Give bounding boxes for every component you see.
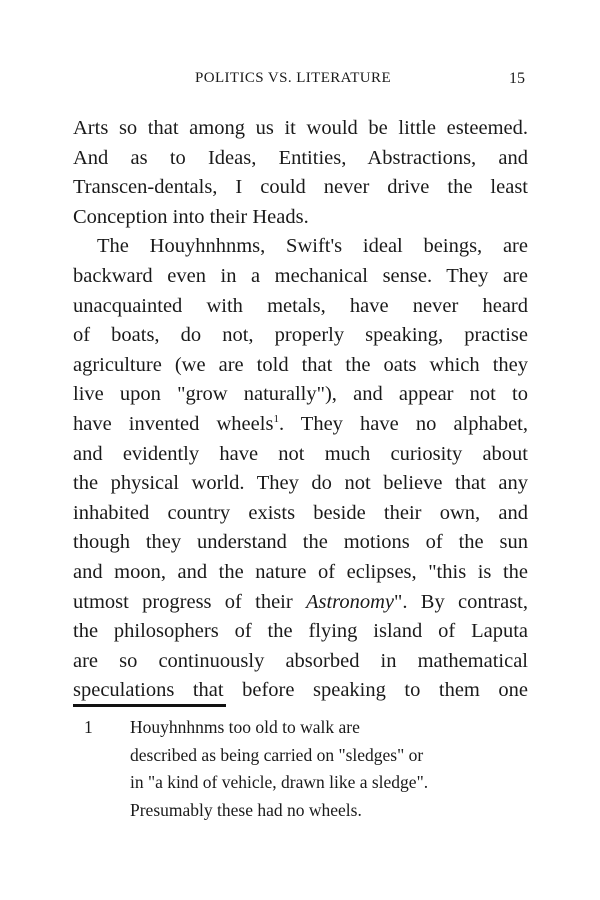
footnote-divider	[73, 704, 226, 707]
page-number: 15	[509, 70, 525, 87]
footnote-line: in "a kind of vehicle, drawn like a sledge".	[130, 772, 429, 792]
footnote-number: 1	[84, 717, 93, 737]
footnote-text	[130, 714, 510, 824]
body-text	[73, 114, 528, 706]
text-line-with-footnote-ref	[73, 410, 528, 440]
text-line: inhabited country exists beside their own, and	[73, 501, 528, 524]
text-line: the philosophers of the flying island of Laputa	[73, 620, 528, 643]
paragraph-first-line: The Houyhnhnms, Swift's ideal beings, are	[97, 235, 528, 258]
text-segment: ". By contrast,	[394, 590, 529, 613]
footnote-line: Presumably these had no wheels.	[130, 799, 362, 820]
text-line: Arts so that among us it would be little esteemed.	[73, 117, 528, 139]
footnote-reference: 1	[273, 412, 279, 425]
text-segment: utmost progress of their	[73, 590, 306, 613]
text-line: of boats, do not, properly speaking, practise	[73, 324, 528, 347]
text-segment: . They have no alphabet,	[278, 412, 529, 435]
text-line: And as to Ideas, Entities, Abstractions, and	[73, 146, 528, 169]
text-line: are so continuously absorbed in mathematical	[73, 649, 528, 672]
text-segment: have invented wheels	[73, 412, 274, 435]
italic-term: Astronomy	[305, 590, 395, 613]
running-head	[0, 70, 600, 94]
text-line: and evidently have not much curiosity about	[73, 442, 528, 465]
text-line: speculations that before speaking to them one	[73, 679, 528, 702]
text-line-with-italic	[73, 588, 528, 618]
text-line: unacquainted with metals, have never heard	[73, 294, 528, 317]
footnote-line: described as being carried on "sledges" or	[130, 744, 424, 765]
running-title: POLITICS VS. LITERATURE	[195, 70, 392, 86]
footnote-line: Houyhnhnms too old to walk are	[130, 717, 360, 737]
text-line: backward even in a mechanical sense. They are	[73, 264, 528, 287]
text-line: agriculture (we are told that the oats which they	[73, 353, 528, 376]
text-line: live upon "grow naturally"), and appear not to	[73, 383, 528, 406]
text-line: Conception into their Heads.	[73, 205, 309, 228]
text-line: and moon, and the nature of eclipses, "this is the	[73, 560, 528, 583]
text-line: though they understand the motions of the sun	[73, 531, 528, 554]
text-line: Transcen-dentals, I could never drive the least	[73, 176, 528, 199]
text-line: the physical world. They do not believe that any	[73, 472, 528, 495]
